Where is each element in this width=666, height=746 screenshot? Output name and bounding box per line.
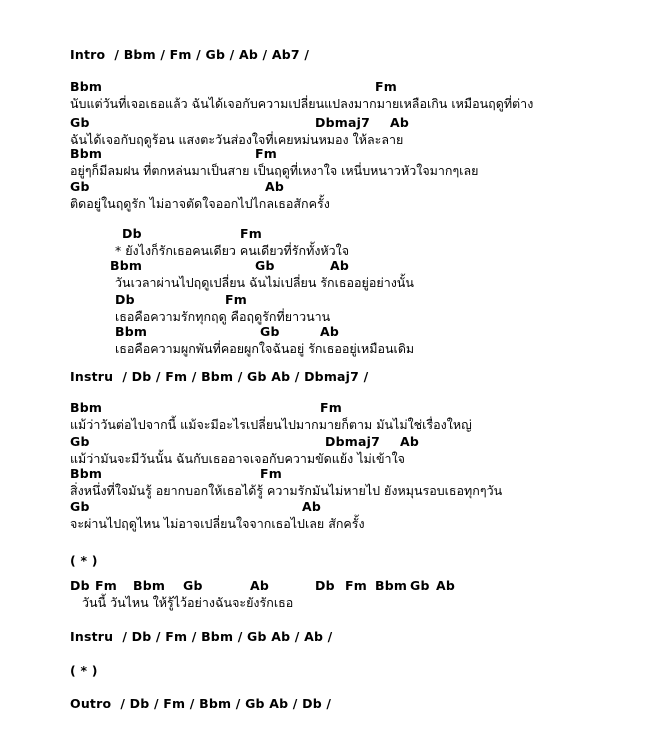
chord-label: Fm bbox=[320, 400, 342, 415]
chord-label: Bbm bbox=[110, 258, 143, 273]
chord-label: Db bbox=[315, 578, 335, 593]
chord-label: Fm bbox=[375, 79, 397, 94]
chord-label: Ab bbox=[436, 578, 456, 593]
lyric-text: อยู่ๆก็มีลมฝน ที่ตกหล่นมาเป็นสาย เป็นฤดูที่เหงาใจ เหนี่บหนาวหัวใจมากๆเลย bbox=[70, 163, 479, 178]
lyric-text: ติดอยู่ในฤดูรัก ไม่อาจตัดใจออกไปไกลเธอสักครั้ง bbox=[70, 196, 330, 211]
lyric-text: เธอคือความผูกพันที่คอยผูกใจฉันอยู่ รักเธออยู่เหมือนเดิม bbox=[115, 341, 415, 356]
chord-label: Bbm bbox=[70, 146, 103, 161]
chord-label: Gb bbox=[260, 324, 280, 339]
chord-label: Fm bbox=[225, 292, 247, 307]
chord-label: Dbmaj7 bbox=[315, 115, 370, 130]
chord-label: Gb bbox=[255, 258, 275, 273]
lyric-text: จะผ่านไปฤดูไหน ไม่อาจเปลี่ยนใจจากเธอไปเลย สักครั้ง bbox=[70, 516, 365, 531]
chord-label: Db bbox=[70, 578, 90, 593]
section-label: ( * ) bbox=[70, 553, 98, 568]
chord-label: Ab bbox=[302, 499, 322, 514]
chord-label: Bbm bbox=[70, 79, 103, 94]
chord-label: Gb bbox=[70, 499, 90, 514]
chord-label: Ab bbox=[320, 324, 340, 339]
lyric-text: แม้ว่าวันต่อไปจากนี้ แม้จะมีอะไรเปลี่ยนไปมากมายก็ตาม มันไม่ใช่เรื่องใหญ่ bbox=[70, 417, 472, 432]
chord-label: Bbm bbox=[133, 578, 166, 593]
chord-label: Fm bbox=[255, 146, 277, 161]
section-label: ( * ) bbox=[70, 663, 98, 678]
lyric-text: นับแต่วันที่เจอเธอแล้ว ฉันได้เจอกับความเปลี่ยนแปลงมากมายเหลือเกิน เหมือนฤดูที่ต่าง bbox=[70, 96, 534, 111]
section-label: Instru / Db / Fm / Bbm / Gb Ab / Dbmaj7 / bbox=[70, 369, 369, 384]
chord-label: Ab bbox=[330, 258, 350, 273]
chord-label: Gb bbox=[70, 434, 90, 449]
lyric-text: สิ่งหนึ่งที่ใจมันรู้ อยากบอกให้เธอได้รู้ ความรักมันไม่หายไป ยังหมุนรอบเธอทุกๆวัน bbox=[70, 483, 503, 498]
lyric-text: * ยังไงก็รักเธอคนเดียว คนเดียวที่รักทั้งหัวใจ bbox=[115, 243, 350, 258]
section-label: Outro / Db / Fm / Bbm / Gb Ab / Db / bbox=[70, 696, 332, 711]
chord-label: Db bbox=[122, 226, 142, 241]
chord-label: Dbmaj7 bbox=[325, 434, 380, 449]
lyric-text: แม้ว่ามันจะมีวันนั้น ฉันกับเธออาจเจอกับความขัดแย้ง ไม่เข้าใจ bbox=[70, 451, 406, 466]
chord-label: Bbm bbox=[70, 466, 103, 481]
chord-label: Db bbox=[115, 292, 135, 307]
chord-label: Gb bbox=[183, 578, 203, 593]
chord-label: Ab bbox=[250, 578, 270, 593]
section-label: Instru / Db / Fm / Bbm / Gb Ab / Ab / bbox=[70, 629, 333, 644]
chord-label: Fm bbox=[95, 578, 117, 593]
chord-label: Bbm bbox=[375, 578, 408, 593]
lyric-text: ฉันได้เจอกับฤดูร้อน แสงตะวันส่องใจที่เคยหม่นหมอง ให้ละลาย bbox=[70, 132, 404, 147]
chord-label: Fm bbox=[260, 466, 282, 481]
lyric-text: วันนี้ วันไหน ให้รู้ไว้อย่างฉันจะยังรักเธอ bbox=[82, 595, 294, 610]
chord-label: Bbm bbox=[115, 324, 148, 339]
chord-label: Gb bbox=[70, 179, 90, 194]
chord-label: Fm bbox=[345, 578, 367, 593]
chord-label: Bbm bbox=[70, 400, 103, 415]
chord-label: Ab bbox=[400, 434, 420, 449]
lyric-text: เธอคือความรักทุกฤดู คือฤดูรักที่ยาวนาน bbox=[115, 309, 331, 324]
chord-label: Ab bbox=[265, 179, 285, 194]
chord-label: Ab bbox=[390, 115, 410, 130]
section-label: Intro / Bbm / Fm / Gb / Ab / Ab7 / bbox=[70, 47, 310, 62]
chord-label: Fm bbox=[240, 226, 262, 241]
chord-label: Gb bbox=[410, 578, 430, 593]
chord-label: Gb bbox=[70, 115, 90, 130]
lyric-text: วันเวลาผ่านไปฤดูเปลี่ยน ฉันไม่เปลี่ยน รักเธออยู่อย่างนั้น bbox=[115, 275, 414, 290]
